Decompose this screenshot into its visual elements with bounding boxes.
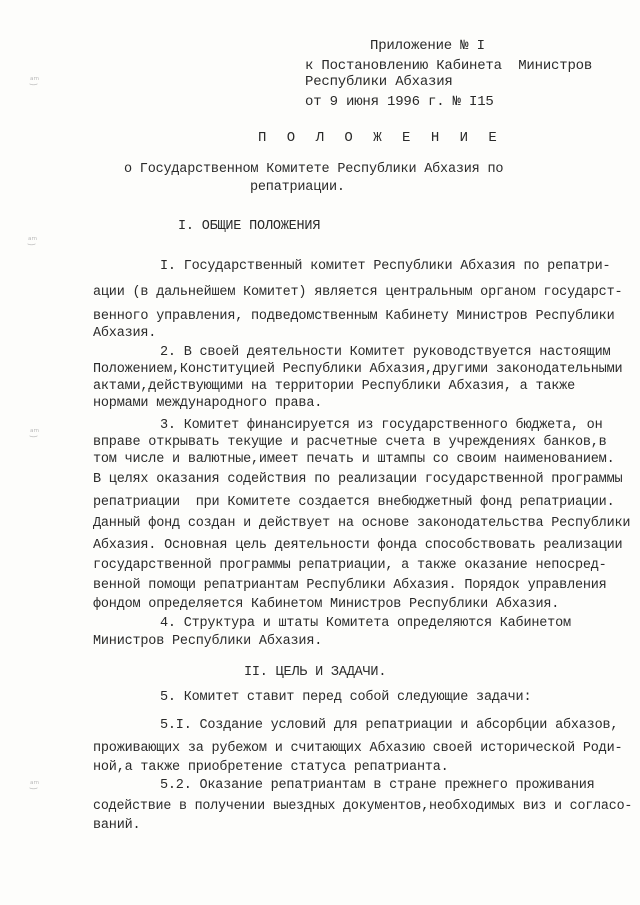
paragraph-line: 2. В своей деятельности Комитет руководствуется настоящим — [160, 345, 611, 360]
margin-mark: ᵃ͜ᵐ — [30, 780, 40, 790]
paragraph-line: Абхазия. Основная цель деятельности фонда способствовать реализации — [93, 538, 623, 553]
paragraph-line: 4. Структура и штаты Комитета определяются Кабинетом — [160, 616, 571, 631]
paragraph-line: венной помощи репатриантам Республики Абхазия. Порядок управления — [93, 578, 607, 593]
paragraph-line: ваний. — [93, 818, 141, 833]
paragraph-line: 5.2. Оказание репатриантам в стране прежнего проживания — [160, 778, 595, 793]
paragraph-line: том числе и валютные,имеет печать и штампы со своим наименованием. — [93, 452, 615, 467]
paragraph-line: венного управления, подведомственным Кабинету Министров Республики — [93, 309, 615, 324]
margin-mark: ᵃ͜ᵐ — [28, 236, 38, 246]
document-title: П О Л О Ж Е Н И Е — [258, 130, 503, 146]
paragraph-line: 3. Комитет финансируется из государственного бюджета, он — [160, 418, 603, 433]
paragraph-line: В целях оказания содействия по реализации государственной программы — [93, 472, 623, 487]
paragraph-line: 5.I. Создание условий для репатриации и абсорбции абхазов, — [160, 718, 619, 733]
paragraph-line: содействие в получении выездных документов,необходимых виз и согласо- — [93, 799, 633, 814]
appendix-date: от 9 июня 1996 г. № I15 — [305, 94, 494, 110]
appendix-number: Приложение № I — [370, 38, 485, 54]
document-subtitle-line-1: о Государственном Комитете Республики Абхазия по — [124, 162, 504, 177]
paragraph-line: проживающих за рубежом и считающих Абхазию своей исторической Роди- — [93, 741, 623, 756]
paragraph-line: ации (в дальнейшем Комитет) является центральным органом государст- — [93, 285, 623, 300]
margin-mark: ᵃ͜ᵐ — [30, 428, 40, 438]
paragraph-line: фондом определяется Кабинетом Министров Республики Абхазия. — [93, 597, 560, 612]
paragraph-line: нормами международного права. — [93, 396, 323, 411]
paragraph-line: репатриации при Комитете создается внебюджетный фонд репатриации. — [93, 495, 615, 510]
paragraph-line: ной,а также приобретение статуса репатрианта. — [93, 760, 449, 775]
paragraph-line: I. Государственный комитет Республики Абхазия по репатри- — [160, 259, 611, 274]
section-heading: II. ЦЕЛЬ И ЗАДАЧИ. — [244, 665, 387, 680]
document-subtitle-line-2: репатриации. — [250, 180, 345, 195]
paragraph-line: вправе открывать текущие и расчетные счета в учреждениях банков,в — [93, 435, 607, 450]
paragraph-line: актами,действующими на территории Республики Абхазия, а также — [93, 379, 575, 394]
paragraph-line: Положением,Конституцией Республики Абхазия,другими законодательными — [93, 362, 623, 377]
paragraph-line: Абхазия. — [93, 326, 157, 341]
paragraph-line: Министров Республики Абхазия. — [93, 634, 323, 649]
paragraph-line: Данный фонд создан и действует на основе законодательства Республики — [93, 516, 631, 531]
paragraph-line: 5. Комитет ставит перед собой следующие задачи: — [160, 690, 532, 705]
paragraph-line: государственной программы репатриации, а также оказание непосред- — [93, 558, 607, 573]
appendix-republic: Республики Абхазия — [305, 74, 453, 90]
section-heading: I. ОБЩИЕ ПОЛОЖЕНИЯ — [178, 219, 321, 234]
margin-mark: ᵃ͜ᵐ — [30, 76, 40, 86]
appendix-resolution: к Постановлению Кабинета Министров — [305, 58, 593, 74]
